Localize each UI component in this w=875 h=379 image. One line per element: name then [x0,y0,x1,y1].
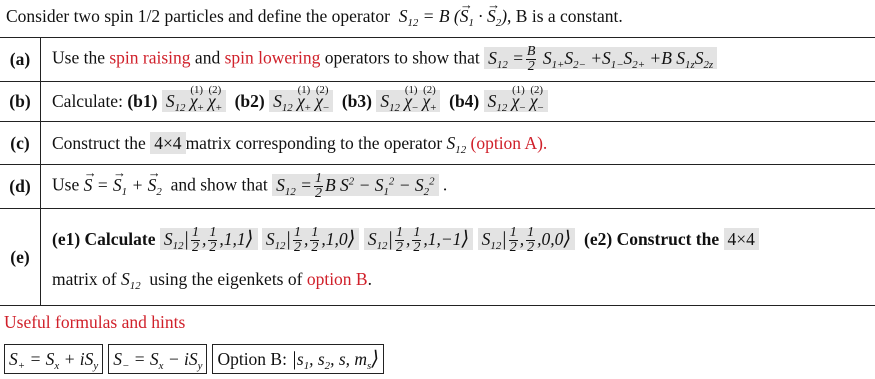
problem-intro [6,6,623,27]
option-b-text: option B [306,269,368,290]
operator-s12: $S_{12}$ [446,132,467,156]
row-label: (a) [0,38,41,82]
hints-title: Useful formulas and hints [4,312,186,332]
row-a [0,38,875,82]
row-e [0,209,875,306]
operator-s12: $S_{12}$ [121,269,141,293]
row-content: (e1) Calculate $S_{12}|$ $\frac{1}{2}$ , $\frac{1}{2}$ ,1,1⟩ $S_{12}|$ $\frac{1}{2}$ , $\frac{1}{2}$ ,1,0⟩ $S_{12}|$ $\frac{1}{2}$ , $\frac{1}{2}$ ,1,−1⟩ $S_{12}|$ $\frac{1}{2}$ , $\frac{1}{2}$ ,0,0⟩ (e2) Construct the 4×4 matrix of $S_{12}$ using the eigenkets of option B. [41,209,875,306]
option-b-label: Option B: [217,349,287,369]
intro-text-end: , B is a constant. [507,6,623,26]
matrix-size: 4×4 [724,228,759,250]
problem-table [0,37,875,306]
formula-e1-1: $S_{12}|$ $\frac{1}{2}$ , $\frac{1}{2}$ ,1,1⟩ [160,228,258,250]
formula-a: $S_{12}$ = $\frac{B}{2}$ $S_{1+}S_{2-} +S_{1-}S_{2+} +B$ $S_{1z}S_{2z}$ [484,47,717,69]
hints-row [4,344,384,374]
option-a-text: (option A). [470,132,548,153]
formula-s-minus: $S_- = S_x - iS_y$ [108,344,207,374]
formula-e1-3: $S_{12}|$ $\frac{1}{2}$ , $\frac{1}{2}$ ,1,−1⟩ [364,228,473,250]
intro-text: Consider two spin 1/2 particles and define the operator [6,6,390,26]
row-label: (d) [0,165,41,209]
formula-e1-4: $S_{12}|$ $\frac{1}{2}$ , $\frac{1}{2}$ ,0,0⟩ [478,228,576,250]
row-label: (e) [0,209,41,306]
row-content: Calculate: (b1) $S_{12}$ χ (1) $_+$ χ (2) $_+$ (b2) $S_{12}$ χ (1) $_+$ χ (2) $_-$ (b3) $S_{12}$ χ (1) $_-$ χ (2) $_+$ (b4) $S_{12}$ χ (1) $_-$ χ (2) $_-$ [41,82,875,122]
formula-s-plus: $S_+ = S_x + iS_y$ [4,344,103,374]
option-b-box [212,344,384,374]
formula-b2: $S_{12}$ χ (1) $_+$ χ (2) $_-$ [269,90,333,112]
spin-lowering-text: spin lowering [224,47,321,68]
operator-definition: $S_{12} = B$ (→ $S_1$ · → $S_2$) [399,6,507,26]
spin-raising-text: spin raising [109,47,191,68]
row-content: Use the spin raising and spin lowering operators to show that $S_{12}$ = $\frac{B}{2}$ $S_{1+}S_{2-} +S_{1-}S_{2+} +B$ $S_{1z}S_{2z}$ [41,38,875,82]
row-c [0,122,875,165]
row-d [0,165,875,209]
row-b [0,82,875,122]
formula-e1-2: $S_{12}|$ $\frac{1}{2}$ , $\frac{1}{2}$ ,1,0⟩ [262,228,360,250]
option-b-ket: $|s_1$, $s_2$, s, $m_s⟩$ [291,348,380,372]
row-label: (c) [0,122,41,165]
formula-b4: $S_{12}$ χ (1) $_-$ χ (2) $_-$ [484,90,548,112]
row-content: Construct the 4×4 matrix corresponding to the operator $S_{12}$ (option A). [41,122,875,165]
formula-b1: $S_{12}$ χ (1) $_+$ χ (2) $_+$ [162,90,226,112]
formula-b3: $S_{12}$ χ (1) $_-$ χ (2) $_+$ [376,90,440,112]
row-content: Use → S = → $S_1$ + → $S_2$ and show that $S_{12}$ = $\frac{1}{2}$ B $S^2 - S_1^2 - S_2^2$ . [41,165,875,209]
formula-d: $S_{12}$ = $\frac{1}{2}$ B $S^2 - S_1^2 - S_2^2$ [272,174,438,196]
matrix-size: 4×4 [150,132,185,154]
row-label: (b) [0,82,41,122]
total-spin-definition: → S = → $S_1$ + → $S_2$ [84,175,162,195]
